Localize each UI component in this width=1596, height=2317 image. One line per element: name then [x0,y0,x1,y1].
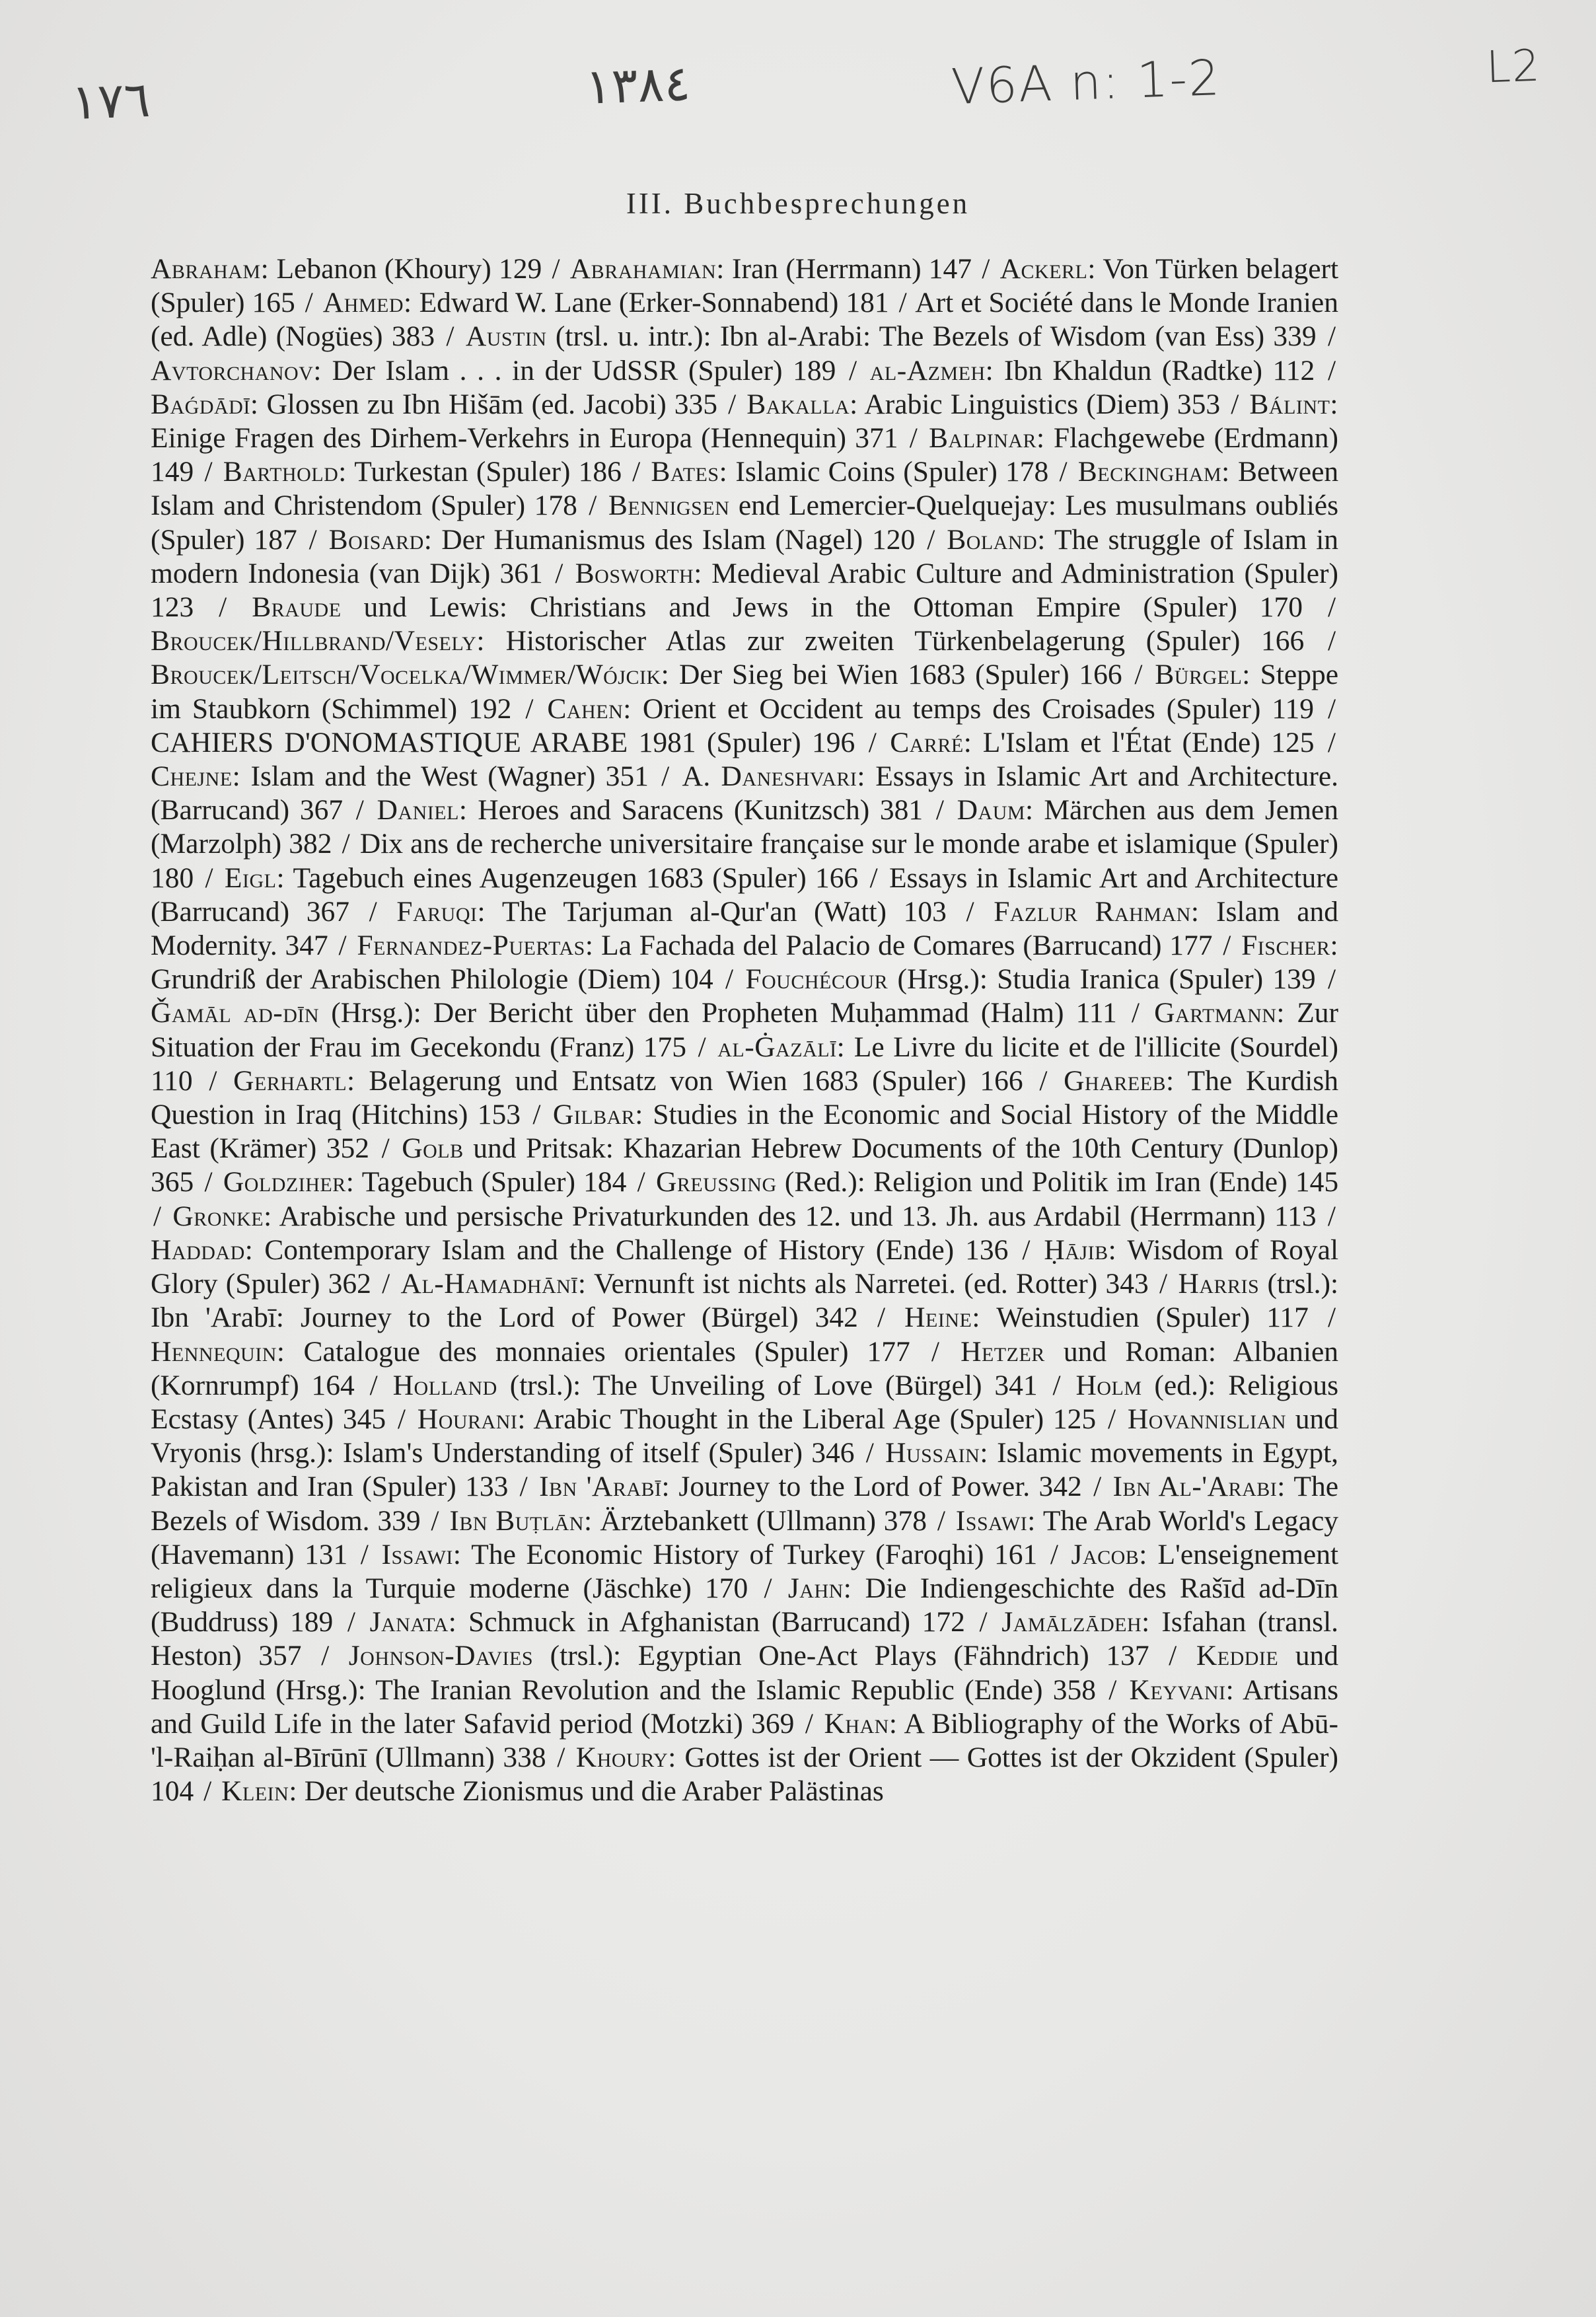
entry-separator: / [219,591,227,624]
entry-author: Goldziher: [223,1166,355,1198]
entry-text: Märchen aus dem Jemen (Marzolph) 382 [151,794,1338,860]
entry-author: Balpinar: [929,422,1045,455]
entry-author: al-Ġazālī: [717,1031,846,1063]
entry-separator: / [877,1302,886,1334]
index-entry [745,963,1315,995]
entry-separator: / [1052,1369,1061,1401]
index-entry [357,930,1212,961]
entry-author: Klein: [221,1775,297,1808]
entry-author: Broucek/Hillbrand/Vesely: [151,625,485,657]
entry-text: The Economic History of Turkey (Faroqhi) 161 [471,1538,1038,1570]
index-entry [870,355,1315,386]
entry-text: Iran (Herrmann) 147 [732,253,972,285]
entry-text: Art et Société dans le Monde Iranien (ed. Adle) (Nogües) 383 [151,287,1338,353]
index-entry [172,1200,1316,1232]
entry-text: Arabic Thought in the Liberal Age (Spuler) 125 [533,1403,1097,1435]
entry-text: Medieval Arabic Culture and Administration (Spuler) 123 [151,557,1339,624]
entry-text: Der deutsche Zionismus und die Araber Palästinas [304,1775,884,1808]
entry-author: Keyvani: [1129,1673,1235,1706]
entry-text: Steppe im Staubkorn (Schimmel) 192 [151,659,1339,725]
entry-text: Catalogue des monnaies orientales (Spuler) 177 [303,1335,910,1368]
entry-author: Bates: [651,456,728,488]
entry-text: (trsl.): The Unveiling of Love (Bürgel) 341 [509,1369,1038,1401]
entry-text: Isfahan (transl. Heston) 357 [151,1606,1339,1672]
index-entry [151,253,542,285]
entry-separator: / [927,523,935,556]
entry-text: The Tarjuman al-Qur'an (Watt) 103 [501,895,947,928]
index-entry [651,456,1048,488]
entry-text: The Kurdish Question in Iraq (Hitchins) 153 [151,1064,1339,1131]
entry-author: Baǵdādī: [151,388,259,420]
index-entry [151,625,1304,657]
entry-separator: / [1050,1538,1058,1570]
entry-text: Artisans and Guild Life in the later Safavid period (Motzki) 369 [151,1673,1339,1740]
entry-separator: / [557,1741,565,1773]
entry-text: La Fachada del Palacio de Comares (Barrucand) 177 [601,930,1213,962]
index-entry [449,1505,927,1537]
entry-author: Eigl: [224,862,285,894]
entry-text: Zur Situation der Frau im Gecekondu (Franz) 175 [151,997,1338,1063]
entry-author: Ḥājib: [1044,1233,1117,1266]
section-heading: III. Buchbesprechungen [626,187,970,220]
entry-separator: / [1169,1640,1177,1672]
entry-separator: / [728,388,737,420]
entry-text: L'Islam et l'État (Ende) 125 [982,726,1315,758]
entry-text: Gottes ist der Orient — Gottes ist der Okzident (Spuler) 104 [151,1741,1339,1808]
entry-separator: / [552,253,560,285]
entry-author: Greussing [656,1166,777,1198]
entry-text: L'enseignement religieux dans la Turquie moderne (Jäschke) 170 [151,1538,1339,1604]
entry-text: und Pritsak: Khazarian Hebrew Documents of the 10th Century (Dunlop) 365 [151,1132,1339,1198]
entry-author: Gilbar: [552,1099,643,1131]
entry-text: und Hooglund (Hrsg.): The Iranian Revolution and the Islamic Republic (Ende) 358 [151,1640,1339,1706]
entry-text: end Lemercier-Quelquejay: Les musulmans oubliés (Spuler) 187 [151,490,1339,556]
entry-separator: / [555,557,563,589]
entry-author: Bosworth: [575,557,702,589]
entry-separator: / [869,862,878,894]
handwritten-note: ۱۷٦ [70,71,151,131]
entry-author: Holland [392,1369,497,1401]
entry-author: Khoury: [575,1741,676,1773]
entry-author: Harris [1178,1268,1260,1300]
entry-author: Ibn 'Arabī: [539,1471,671,1503]
index-entry [746,388,1220,420]
index-entry [151,1234,1008,1266]
entry-text: The struggle of Islam in modern Indonesia (van Dijk) 361 [151,523,1339,589]
entry-author: Bürgel: [1155,659,1251,691]
handwritten-note: L2 [1485,40,1542,93]
entry-separator: / [204,456,213,488]
entry-text: CAHIERS D'ONOMASTIQUE ARABE 1981 (Spuler) 196 [151,726,855,758]
entry-separator: / [1134,659,1143,691]
entry-separator: / [347,1606,355,1638]
entry-author: Fischer: [1241,930,1339,962]
entry-text: Essays in Islamic Art and Architecture (Barrucand) 367 [151,862,1339,928]
entry-separator: / [1327,963,1336,996]
entry-text: Glossen zu Ibn Hišām (ed. Jacobi) 335 [266,388,718,420]
entry-separator: / [1327,354,1336,386]
entry-separator: / [382,1268,390,1300]
entry-author: Hourani: [417,1403,526,1435]
entry-text: Studies in the Economic and Social History of the Middle East (Krämer) 352 [151,1099,1339,1165]
entry-author: A. Daneshvari: [682,760,865,793]
entry-author: Barthold: [223,456,347,488]
entry-text: Belagerung und Entsatz von Wien 1683 (Spuler) 166 [369,1064,1023,1097]
entry-author: Bennigsen [608,490,730,522]
entry-separator: / [360,1538,369,1570]
entry-text: Von Türken belagert (Spuler) 165 [151,253,1339,319]
entry-author: Hennequin: [151,1335,285,1368]
entry-text: (Hrsg.): Studia Iranica (Spuler) 139 [897,963,1316,996]
entry-author: Fouchécour [745,963,889,996]
entry-text: Islam and the West (Wagner) 351 [250,760,649,793]
entry-separator: / [342,828,350,860]
entry-separator: / [698,1031,706,1063]
entry-text: Between Islam and Christendom (Spuler) 178 [151,456,1339,522]
handwritten-note: ۱۳۸٤ [584,55,692,116]
entry-text: Der Sieg bei Wien 1683 (Spuler) 166 [678,659,1122,691]
entry-text: Dix ans de recherche universitaire française sur le monde arabe et islamique (Spuler) 180 [151,828,1339,894]
entry-separator: / [203,1775,212,1808]
entry-separator: / [209,1064,217,1097]
entry-text: (trsl.): Egyptian One-Act Plays (Fähndrich) 137 [550,1640,1149,1672]
entry-author: Issawi: [381,1538,462,1570]
entry-separator: / [205,862,213,894]
entry-text: Wisdom of Royal Glory (Spuler) 362 [151,1233,1339,1300]
entry-text: (Hrsg.): Der Bericht über den Propheten Muḥammad (Halm) 111 [331,997,1117,1029]
entry-author: Fernandez-Puertas: [357,930,594,962]
entry-separator: / [1223,930,1231,962]
entry-separator: / [982,253,990,285]
entry-author: Daniel: [377,794,468,827]
index-entry [323,287,889,318]
entry-separator: / [1327,1302,1336,1334]
index-entry [401,1268,1149,1300]
entry-author: Heine: [904,1302,980,1334]
entry-author: Bakalla: [746,388,858,420]
index-entry [329,524,916,556]
entry-separator: / [381,1132,390,1165]
entry-author: Beckingham: [1077,456,1230,488]
index-entry [151,997,1117,1029]
entry-text: Einige Fragen des Dirhem-Verkehrs in Europa (Hennequin) 371 [151,422,898,455]
index-entry [223,1166,627,1198]
entry-author: Faruqi: [396,895,486,928]
index-entry [904,1302,1309,1333]
entry-separator: / [519,1471,528,1503]
entry-separator: / [525,692,534,725]
index-entry [233,1065,1023,1097]
entry-text: Schmuck in Afghanistan (Barrucand) 172 [468,1606,965,1638]
index-entry [656,1166,1338,1198]
index-entry [393,1370,1038,1401]
entry-separator: / [1327,591,1336,624]
index-entry [466,320,1317,352]
entry-author: Fazlur Rahman: [994,895,1200,928]
entry-text: Essays in Islamic Art and Architecture. (Barrucand) 367 [151,760,1339,827]
entry-author: Khan: [824,1707,898,1740]
entry-separator: / [1327,1200,1336,1232]
entry-author: Avtorchanov: [151,354,322,386]
entry-author: Chejne: [151,760,241,793]
entry-separator: / [1327,692,1336,725]
index-entry [151,388,717,420]
index-entry [570,253,972,285]
entry-text: Turkestan (Spuler) 186 [354,456,622,488]
entry-separator: / [1327,625,1336,657]
entry-author: Jacob: [1071,1538,1147,1570]
index-entry [547,693,1314,725]
entry-separator: / [898,287,907,319]
index-entry [223,456,622,488]
entry-separator: / [1059,456,1068,488]
entry-separator: / [979,1606,988,1638]
index-entry [370,1606,965,1638]
entry-author: Al-Hamadhānī: [400,1268,587,1300]
index-entry [252,591,1303,623]
entry-separator: / [589,490,597,522]
entry-author: Jahn: [787,1572,852,1604]
entry-separator: / [1039,1064,1048,1097]
entry-separator: / [308,523,317,556]
index-entry [151,1336,910,1368]
entry-text: (ed.): Religious Ecstasy (Antes) 345 [151,1369,1339,1435]
entry-author: Golb [402,1132,464,1165]
index-entry [381,1539,1037,1570]
entry-author: Gartmann: [1154,997,1286,1029]
entry-text: Historischer Atlas zur zweiten Türkenbelagerung (Spuler) 166 [505,625,1305,657]
entry-author: Hovannislian [1127,1403,1287,1435]
entry-author: Issawi: [955,1504,1036,1537]
index-entry [539,1471,1082,1502]
entry-separator: / [446,320,454,353]
index-entry [417,1403,1096,1435]
entry-author: Ahmed: [322,287,412,319]
handwritten-note: V6A n: 1-2 [950,49,1222,116]
entry-text: Contemporary Islam and the Challenge of History (Ende) 136 [264,1233,1009,1266]
entry-text: Der Islam . . . in der UdSSR (Spuler) 189 [332,354,836,386]
index-entry [151,727,855,758]
index-entry [377,794,924,826]
entry-text: Journey to the Lord of Power. 342 [678,1471,1082,1503]
entry-separator: / [1159,1268,1168,1300]
entry-separator: / [532,1099,541,1131]
entry-author: Boisard: [328,523,433,556]
entry-author: Gronke: [172,1200,272,1232]
entry-author: Daum: [957,794,1034,827]
entry-author: Haddad: [151,1233,254,1266]
entry-text: Arabische und persische Privaturkunden des 12. und 13. Jh. aus Ardabil (Herrmann) 113 [279,1200,1317,1232]
entry-text: und Roman: Albanien (Kornrumpf) 164 [151,1335,1339,1401]
entry-author: Keddie [1196,1640,1279,1672]
entry-separator: / [321,1640,330,1672]
entry-separator: / [1093,1471,1102,1503]
entry-separator: / [431,1504,439,1537]
entry-separator: / [1131,997,1140,1029]
entry-separator: / [1231,388,1239,420]
entry-separator: / [1108,1673,1117,1706]
entry-separator: / [865,1437,874,1469]
entry-author: Ghareeb: [1064,1064,1175,1097]
index-entry [151,760,649,792]
entry-text: Tagebuch (Spuler) 184 [361,1166,627,1198]
entry-text: Der Humanismus des Islam (Nagel) 120 [441,523,916,556]
entry-separator: / [397,1403,406,1435]
entry-author: Jamālzādeh: [1001,1606,1150,1638]
entry-text: Heroes and Saracens (Kunitzsch) 381 [478,794,924,827]
entry-text: Tagebuch eines Augenzeugen 1683 (Spuler) 166 [293,862,859,894]
entry-text: Orient et Occident au temps des Croisades (Spuler) 119 [642,692,1314,725]
entry-text: (trsl.): Ibn 'Arabī: Journey to the Lord of Power (Bürgel) 342 [151,1268,1339,1334]
entry-text: (trsl. u. intr.): Ibn al-Arabi: The Bezels of Wisdom (van Ess) 339 [555,320,1317,353]
entry-text: Weinstudien (Spuler) 117 [996,1302,1309,1334]
entry-separator: / [355,794,364,827]
entry-separator: / [1327,726,1336,758]
entry-text: und Vryonis (hrsg.): Islam's Understanding of itself (Spuler) 346 [151,1403,1339,1469]
entry-author: Ibn Buṭlān: [449,1504,593,1537]
entry-separator: / [1022,1233,1031,1266]
entry-author: Bálint: [1249,388,1338,420]
entry-author: Holm [1075,1369,1142,1401]
entry-author: Janata: [369,1606,457,1638]
index-entry [151,355,836,386]
entry-author: al-Azmeh: [869,354,994,386]
entry-author: Hetzer [961,1335,1045,1368]
entry-text: und Lewis: Christians and Jews in the Ottoman Empire (Spuler) 170 [363,591,1303,624]
entry-separator: / [868,726,877,758]
entry-separator: / [849,354,857,386]
entry-text: Le Livre du licite et de l'illicite (Sourdel) 110 [151,1031,1338,1097]
entry-text: (Red.): Religion und Politik im Iran (Ende) 145 [784,1166,1339,1198]
entry-text: Ärztebankett (Ullmann) 378 [600,1504,927,1537]
index-entry [349,1640,1149,1672]
entry-author: Austin [465,320,547,353]
index-entry [396,896,947,928]
entry-separator: / [1107,1403,1116,1435]
index-entry [221,1775,884,1807]
entry-author: Carré: [890,726,972,758]
entry-separator: / [937,1504,945,1537]
entry-text: Ibn Khaldun (Radtke) 112 [1003,354,1315,386]
entry-separator: / [805,1707,813,1740]
entry-separator: / [966,895,974,928]
entry-author: Ibn Al-'Arabi: [1112,1471,1286,1503]
entry-text: Lebanon (Khoury) 129 [276,253,542,285]
entry-separator: / [764,1572,772,1604]
index-entry [151,659,1122,690]
entry-separator: / [338,930,347,962]
entry-text: Vernunft ist nichts als Narretei. (ed. Rotter) 343 [593,1268,1149,1300]
entry-separator: / [305,287,313,319]
entry-separator: / [153,1200,162,1232]
entry-separator: / [931,1335,939,1368]
entry-text: Flachgewebe (Erdmann) 149 [151,422,1339,488]
index-entry [225,862,858,894]
entry-separator: / [725,963,734,996]
entry-text: Islam and Modernity. 347 [151,895,1339,962]
entry-text: Islamic Coins (Spuler) 178 [735,456,1049,488]
entry-text: The Arab World's Legacy (Havemann) 131 [151,1504,1339,1570]
index-entry [890,727,1314,758]
entry-author: Abrahamian: [569,253,725,285]
entry-separator: / [661,760,670,793]
entry-text: Islamic movements in Egypt, Pakistan and Iran (Spuler) 133 [151,1437,1339,1503]
entry-text: A Bibliography of the Works of Abū-'l-Raiḥan al-Bīrūnī (Ullmann) 338 [151,1707,1339,1773]
entry-text: Grundriß der Arabischen Philologie (Diem) 104 [151,963,713,996]
entry-separator: / [369,1369,378,1401]
entry-author: Ǧamāl ad-dīn [151,997,320,1029]
entry-author: Johnson-Davies [348,1640,534,1672]
entry-separator: / [935,794,944,827]
entry-text: Arabic Linguistics (Diem) 353 [864,388,1221,420]
entry-separator: / [637,1166,645,1198]
entry-author: Hussain: [885,1437,988,1469]
entry-author: Ackerl: [999,253,1096,285]
entry-author: Braude [252,591,342,624]
entry-separator: / [1327,320,1336,353]
entry-author: Broucek/Leitsch/Vocelka/Wimmer/Wójcik: [151,659,670,691]
entry-author: Gerhartl: [233,1064,355,1097]
entry-separator: / [632,456,641,488]
entry-author: Abraham: [151,253,270,285]
review-index [151,252,1338,1808]
entry-author: Cahen: [547,692,632,725]
entry-separator: / [369,895,377,928]
entry-text: Edward W. Lane (Erker-Sonnabend) 181 [419,287,889,319]
entry-text: The Bezels of Wisdom. 339 [151,1471,1339,1537]
entry-author: Boland: [947,523,1046,556]
entry-separator: / [204,1166,213,1198]
entry-text: Die Indiengeschichte des Rašīd ad-Dīn (Buddruss) 189 [151,1572,1339,1638]
entry-separator: / [909,422,918,455]
